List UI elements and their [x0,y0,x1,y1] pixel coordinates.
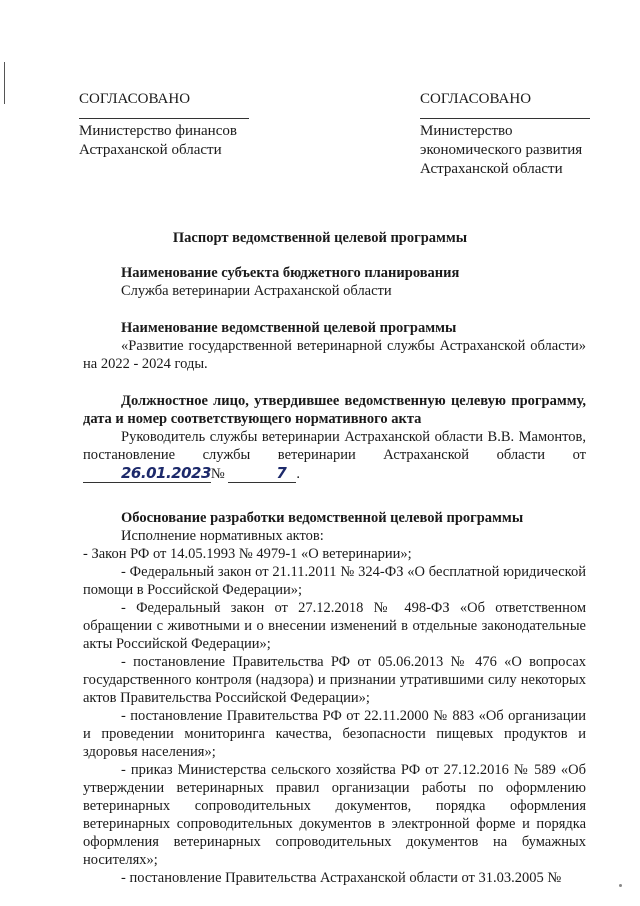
scan-edge-mark [4,62,5,104]
document-body [83,264,586,906]
list-item: - постановление Правительства Астраханской области от 31.03.2005 № [121,870,562,886]
section-program-name [83,319,586,373]
handwritten-number: 7 [228,464,296,483]
list-item: - Федеральный закон от 27.12.2018 № 498-ФЗ «Об ответственном обращении с животными и о внесении изменений в отдельные законодательные акты Российской Федерации»; [83,600,586,652]
signature-line [420,118,590,119]
section-heading: Обоснование разработки ведомственной целевой программы [121,510,524,526]
section-heading: Наименование субъекта бюджетного планирования [121,265,460,281]
list-item: - Закон РФ от 14.05.1993 № 4979-1 «О ветеринарии»; [83,546,412,562]
section-subject [83,264,586,300]
approval-block-left [79,90,279,160]
section-text [83,428,586,483]
signature-line [79,118,249,119]
approval-block-right [420,90,600,179]
list-item: - Федеральный закон от 21.11.2011 № 324-ФЗ «О бесплатной юридической помощи в Российской Федерации»; [83,564,586,598]
section-heading: Наименование ведомственной целевой программы [121,320,457,336]
section-official [83,392,586,483]
document-title: Паспорт ведомственной целевой программы [172,230,468,246]
approval-organization: Министерство экономического развития Астраханской области [420,123,583,177]
scan-dot [619,884,622,887]
list-item: - постановление Правительства РФ от 05.06.2013 № 476 «О вопросах государственного контроля (надзора) и признании утратившими силу некоторых актов Правительства Российской Федерации»; [83,654,586,706]
list-item: - приказ Министерства сельского хозяйства РФ от 27.12.2016 № 589 «Об утверждении ветеринарных правил организации работы по оформлению ветеринарных сопроводительных документов, порядка оформления ветеринарных сопроводительных документов в электронной форме и порядка оформления ветеринарных сопроводительных документов на бумажных носителях»; [83,762,586,868]
section-text: Служба ветеринарии Астраханской области [121,283,392,299]
list-item: - постановление Правительства РФ от 22.11.2000 № 883 «Об организации и проведении мониторинга качества, безопасности пищевых продуктов и здоровья населения»; [83,708,586,760]
section-intro: Исполнение нормативных актов: [121,528,324,544]
section-justification [83,509,586,887]
handwritten-date: 26.01.2023 [83,464,211,483]
approval-organization: Министерство финансов Астраханской области [79,123,237,158]
number-sign: № [210,466,225,482]
section-heading: Должностное лицо, утвердившее ведомственную целевую программу, дата и номер соответствующего нормативного акта [83,393,586,427]
section-text: «Развитие государственной ветеринарной службы Астраханской области» на 2022 - 2024 годы. [83,338,586,372]
official-text: Руководитель службы ветеринарии Астраханской области В.В. Мамонтов, постановление службы ветеринарии Астраханской области от [83,429,586,463]
official-text-end: . [296,466,300,482]
approval-heading: СОГЛАСОВАНО [79,91,191,107]
approval-heading: СОГЛАСОВАНО [420,91,532,107]
